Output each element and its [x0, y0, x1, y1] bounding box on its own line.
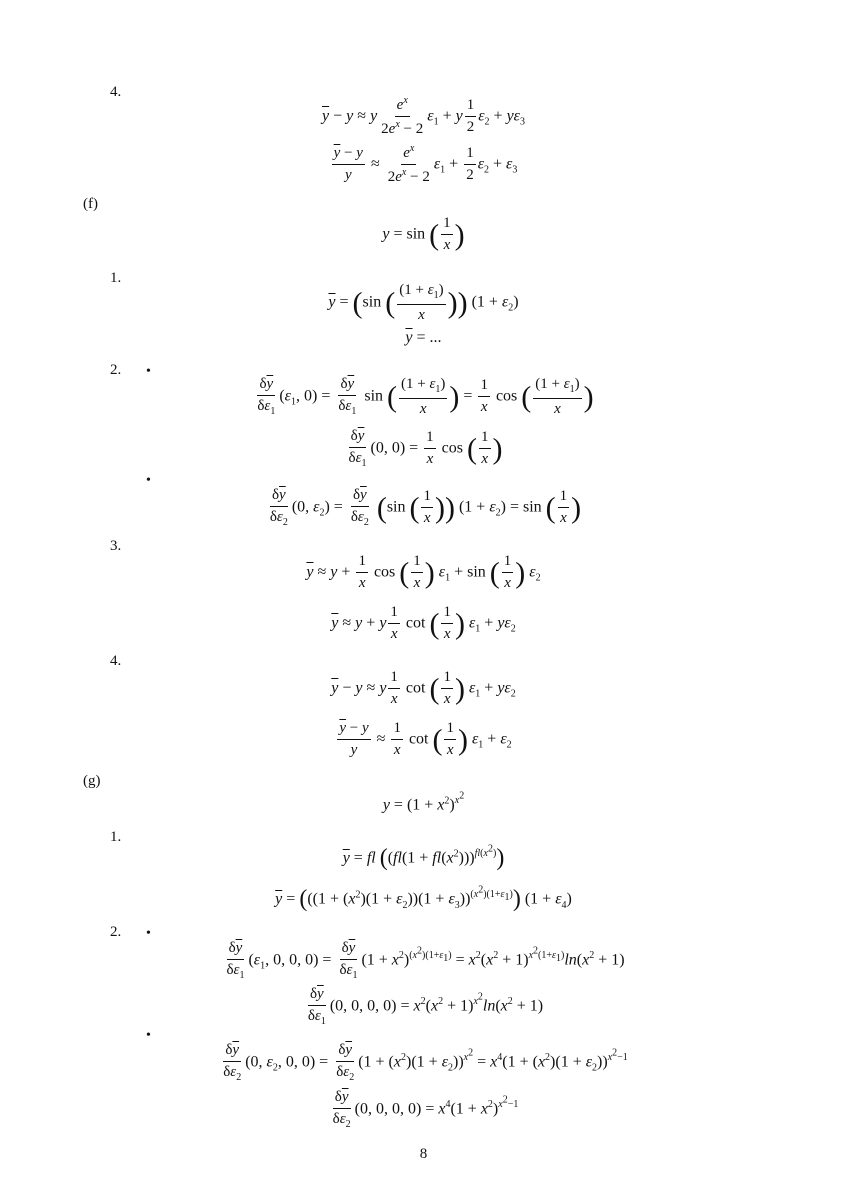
equation-g2d: $\frac{\delta\overline{y}}{\delta\varepsilon_2}$ (0, 0, 0, $0) = x^4(1 + x^2)^{x^2-1}$	[332, 1089, 519, 1131]
equation-g2c: $\frac{\delta\overline{y}}{\delta\varepsilon_2}$ (0, $\varepsilon_2$, 0, 0) = $\frac{\delta\overline{y}}{\delta\varepsilon_2}$ $(1 + (x^2)(1 + \varepsilon_2))^{x^2} = x^4(1 + (x^2)(1 + \varepsilon_2))^{x^2-1}$	[223, 1042, 628, 1084]
bullet: •	[146, 926, 151, 941]
item-label-f4: 4.	[110, 653, 122, 669]
equation-f3b: $\overline{y} \approx y + y$ $\frac{1}{x}$ cot ( $\frac{1}{x}$ ) $\varepsilon_1 + y\varepsilon_2$	[331, 604, 516, 643]
equation-f1a: $\overline{y} = (\sin$ ( $\frac{(1 + \varepsilon_1)}{x}$ )) $(1 + \varepsilon_2)$	[328, 282, 519, 323]
item-label-f2: 2.	[110, 362, 122, 378]
equation-f2a: $\frac{\delta\overline{y}}{\delta\varepsilon_1}$ ($\varepsilon_1$, 0) = $\frac{\delta\overline{y}}{\delta\varepsilon_1}$ sin ( $\frac{(1 + \varepsilon_1)}{x}$ ) = $\frac{1}{x}$ cos ( $\frac{(1 + \varepsilon_1)}{x}$ )	[257, 376, 594, 418]
equation-f4b: $\frac{\overline{y} - y}{y}$ ≈ $\frac{1}{x}$ cot ( $\frac{1}{x}$ ) $\varepsilon_1 + \varepsilon_2$	[339, 720, 512, 759]
item-label-g2: 2.	[110, 924, 122, 940]
item-label-f3: 3.	[110, 538, 122, 554]
page-number: 8	[419, 1146, 428, 1162]
bullet: •	[146, 473, 151, 488]
equation-g1a: $\overline{y}$ = fl $((fl(1 + fl(x^2)))^{fl(x^2)})$	[342, 844, 505, 872]
bullet: •	[146, 1028, 151, 1043]
equation-f3a: $\overline{y} \approx y$ + $\frac{1}{x}$ cos ( $\frac{1}{x}$ ) $\varepsilon_1 + \sin$ ( $\frac{1}{x}$ ) $\varepsilon_2$	[306, 553, 541, 592]
equation-g2a: $\frac{\delta\overline{y}}{\delta\varepsilon_1}$ ($\varepsilon_1$, 0, 0, 0) = $\frac{\delta\overline{y}}{\delta\varepsilon_1}$ $(1 + x^2)^{(x^2)(1+\varepsilon_1)} = x^2(x^2 + 1)^{x^2(1+\varepsilon_1)}\ln(x^2 + 1)$	[226, 940, 625, 982]
equation-f2c: $\frac{\delta\overline{y}}{\delta\varepsilon_2}$ (0, $\varepsilon_2$) = $\frac{\delta\overline{y}}{\delta\varepsilon_2}$ (sin ( $\frac{1}{x}$ )) $(1 + \varepsilon_2) = \sin$ ( $\frac{1}{x}$ )	[269, 487, 582, 529]
equation-g-def: $y = (1 + x^2)^{x^2}$	[382, 791, 465, 814]
section-label-g: (g)	[83, 773, 101, 789]
equation-e4a: $\overline{y} - y \approx y$ $\frac{e^x}{2e^x - 2}$ $\varepsilon_1 + y$ $\frac{1}{2}$ $\varepsilon_2 + y\varepsilon_3$	[322, 95, 525, 138]
equation-f1b: $\overline{y}$ = ...	[405, 329, 442, 346]
equation-f-def: y = sin ( $\frac{1}{x}$ )	[382, 215, 465, 254]
item-label-g1: 1.	[110, 829, 122, 845]
section-label-f: (f)	[83, 196, 98, 212]
equation-g2b: $\frac{\delta\overline{y}}{\delta\varepsilon_1}$ (0, 0, 0, $0) = x^2(x^2 + 1)^{x^2}\ln(x^2 + 1)$	[307, 986, 544, 1028]
equation-g1b: $\overline{y} = (((1 + (x^2)(1 + \varepsilon_2))(1 + \varepsilon_3))^{(x^2)(1+\varepsilon_1)}) (1 + \varepsilon_4)$	[275, 885, 572, 913]
equation-f2b: $\frac{\delta\overline{y}}{\delta\varepsilon_1}$ (0, 0) = $\frac{1}{x}$ cos ( $\frac{1}{x}$ )	[348, 428, 503, 470]
equation-e4b: $\frac{\overline{y} - y}{y}$ ≈ $\frac{e^x}{2e^x - 2}$ $\varepsilon_1$ + $\frac{1}{2}$ $\varepsilon_2 + \varepsilon_3$	[333, 143, 518, 186]
bullet: •	[146, 364, 151, 379]
equation-f4a: $\overline{y} - y \approx y$ $\frac{1}{x}$ cot ( $\frac{1}{x}$ ) $\varepsilon_1 + y\varepsilon_2$	[331, 669, 516, 708]
item-label-4: 4.	[110, 84, 122, 100]
item-label-f1: 1.	[110, 270, 122, 286]
